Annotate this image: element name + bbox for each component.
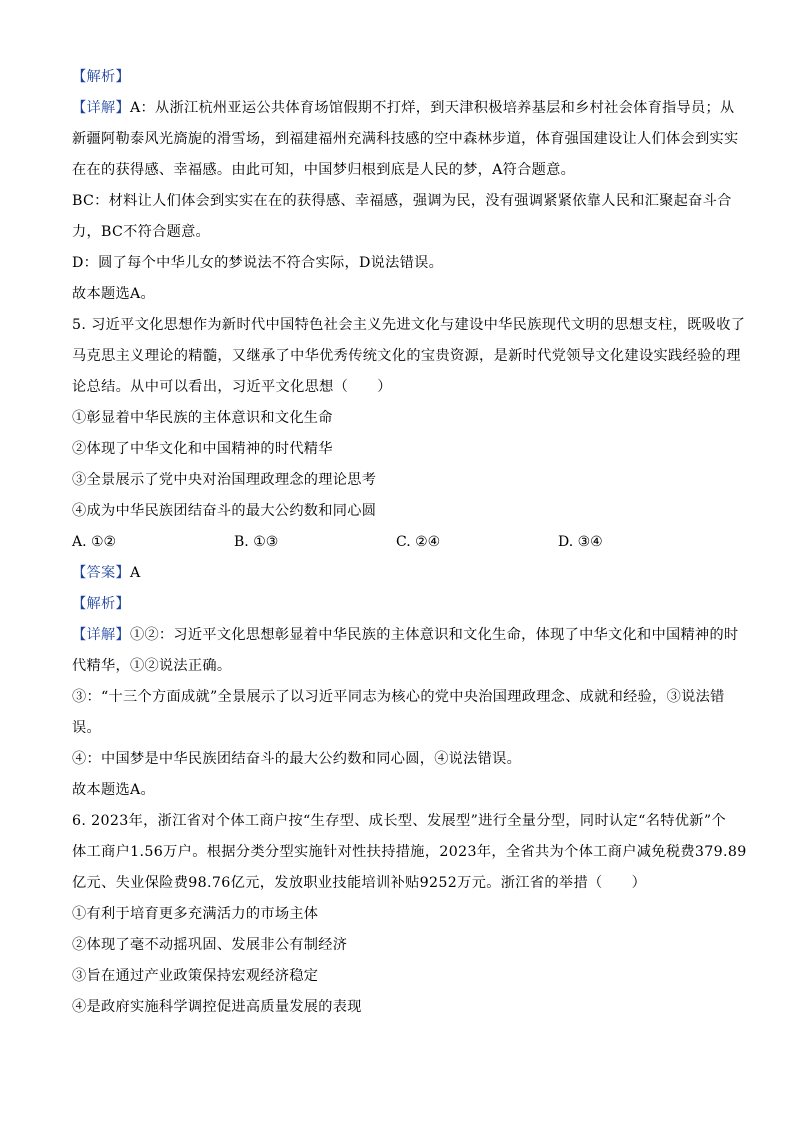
analysis-line: 误。 xyxy=(72,720,101,736)
statement-item: ②体现了中华文化和中国精神的时代精华 xyxy=(72,441,333,457)
question-stem-line: 论总结。从中可以看出，习近平文化思想（ ） xyxy=(72,379,392,395)
conclusion-line: 故本题选A。 xyxy=(72,286,155,302)
analysis-line: ③：“十三个方面成就”全景展示了以习近平同志为核心的党中央治国理政理念、成就和经验，③说法错 xyxy=(72,689,725,705)
xiangjie-tag: 【详解】 xyxy=(72,627,130,643)
statement-item: ④是政府实施科学调控促进高质量发展的表现 xyxy=(72,999,362,1015)
question-stem-line: 体工商户1.56万户。根据分类分型实施针对性扶持措施，2023年，全省共为个体工商户减免税费379.89 xyxy=(72,844,747,860)
analysis-line xyxy=(72,620,739,651)
analysis-line: 力，BC不符合题意。 xyxy=(72,224,211,240)
conclusion-line: 故本题选A。 xyxy=(72,782,155,798)
question-6 xyxy=(72,806,747,899)
document-page xyxy=(72,62,747,1023)
question-stem-line: 马克思主义理论的精髓，又继承了中华优秀传统文化的宝贵资源，是新时代党领导文化建设实践经验的理 xyxy=(72,348,741,364)
analysis-line xyxy=(72,93,735,124)
analysis-line: D：圆了每个中华儿女的梦说法不符合实际，D说法错误。 xyxy=(72,255,444,271)
statement-item: ③旨在通过产业政策保持宏观经济稳定 xyxy=(72,968,319,984)
statement-item: ②体现了毫不动摇巩固、发展非公有制经济 xyxy=(72,937,348,953)
answer-tag: 【答案】 xyxy=(72,565,130,581)
option-c[interactable]: C. ②④ xyxy=(396,534,441,550)
question-5 xyxy=(72,310,746,403)
statement-item: ①彰显着中华民族的主体意识和文化生命 xyxy=(72,410,333,426)
answer-value: A xyxy=(129,565,141,581)
option-d[interactable]: D. ③④ xyxy=(558,534,603,550)
analysis-text: ①②：习近平文化思想彰显着中华民族的主体意识和文化生命，体现了中华文化和中国精神的时 xyxy=(129,627,739,643)
statement-item: ①有利于培育更多充满活力的市场主体 xyxy=(72,906,319,922)
statement-item: ④成为中华民族团结奋斗的最大公约数和同心圆 xyxy=(72,503,377,519)
question-stem-line: 5. 习近平文化思想作为新时代中国特色社会主义先进文化与建设中华民族现代文明的思想支柱，既吸收了 xyxy=(72,317,746,333)
answer-line xyxy=(72,558,722,589)
jiexi-tag: 【解析】 xyxy=(72,69,130,85)
analysis-heading xyxy=(72,589,722,620)
jiexi-tag: 【解析】 xyxy=(72,596,130,612)
question-stem-line: 亿元、失业保险费98.76亿元，发放职业技能培训补贴9252万元。浙江省的举措（ ） xyxy=(72,875,647,891)
analysis-heading xyxy=(72,62,722,93)
xiangjie-tag: 【详解】 xyxy=(72,100,130,116)
question-stem-line: 6. 2023年，浙江省对个体工商户按“生存型、成长型、发展型”进行全量分型，同时认定“名特优新”个 xyxy=(72,813,726,829)
option-a[interactable]: A. ①② xyxy=(72,534,117,550)
statement-item: ③全景展示了党中央对治国理政理念的理论思考 xyxy=(72,472,377,488)
option-b[interactable]: B. ①③ xyxy=(234,534,279,550)
analysis-line: ④：中国梦是中华民族团结奋斗的最大公约数和同心圆，④说法错误。 xyxy=(72,751,522,767)
analysis-text: A：从浙江杭州亚运公共体育场馆假期不打烊，到天津积极培养基层和乡村社会体育指导员；从 xyxy=(129,100,735,116)
analysis-line: 代精华，①②说法正确。 xyxy=(72,658,232,674)
answer-options xyxy=(72,527,722,558)
analysis-line: 在在的获得感、幸福感。由此可知，中国梦归根到底是人民的梦，A符合题意。 xyxy=(72,162,576,178)
analysis-line: 新疆阿勒泰风光旖旎的滑雪场，到福建福州充满科技感的空中森林步道，体育强国建设让人们体会到实实 xyxy=(72,131,739,147)
analysis-line: BC：材料让人们体会到实实在在的获得感、幸福感，强调为民，没有强调紧紧依靠人民和汇聚起奋斗合 xyxy=(72,193,732,209)
